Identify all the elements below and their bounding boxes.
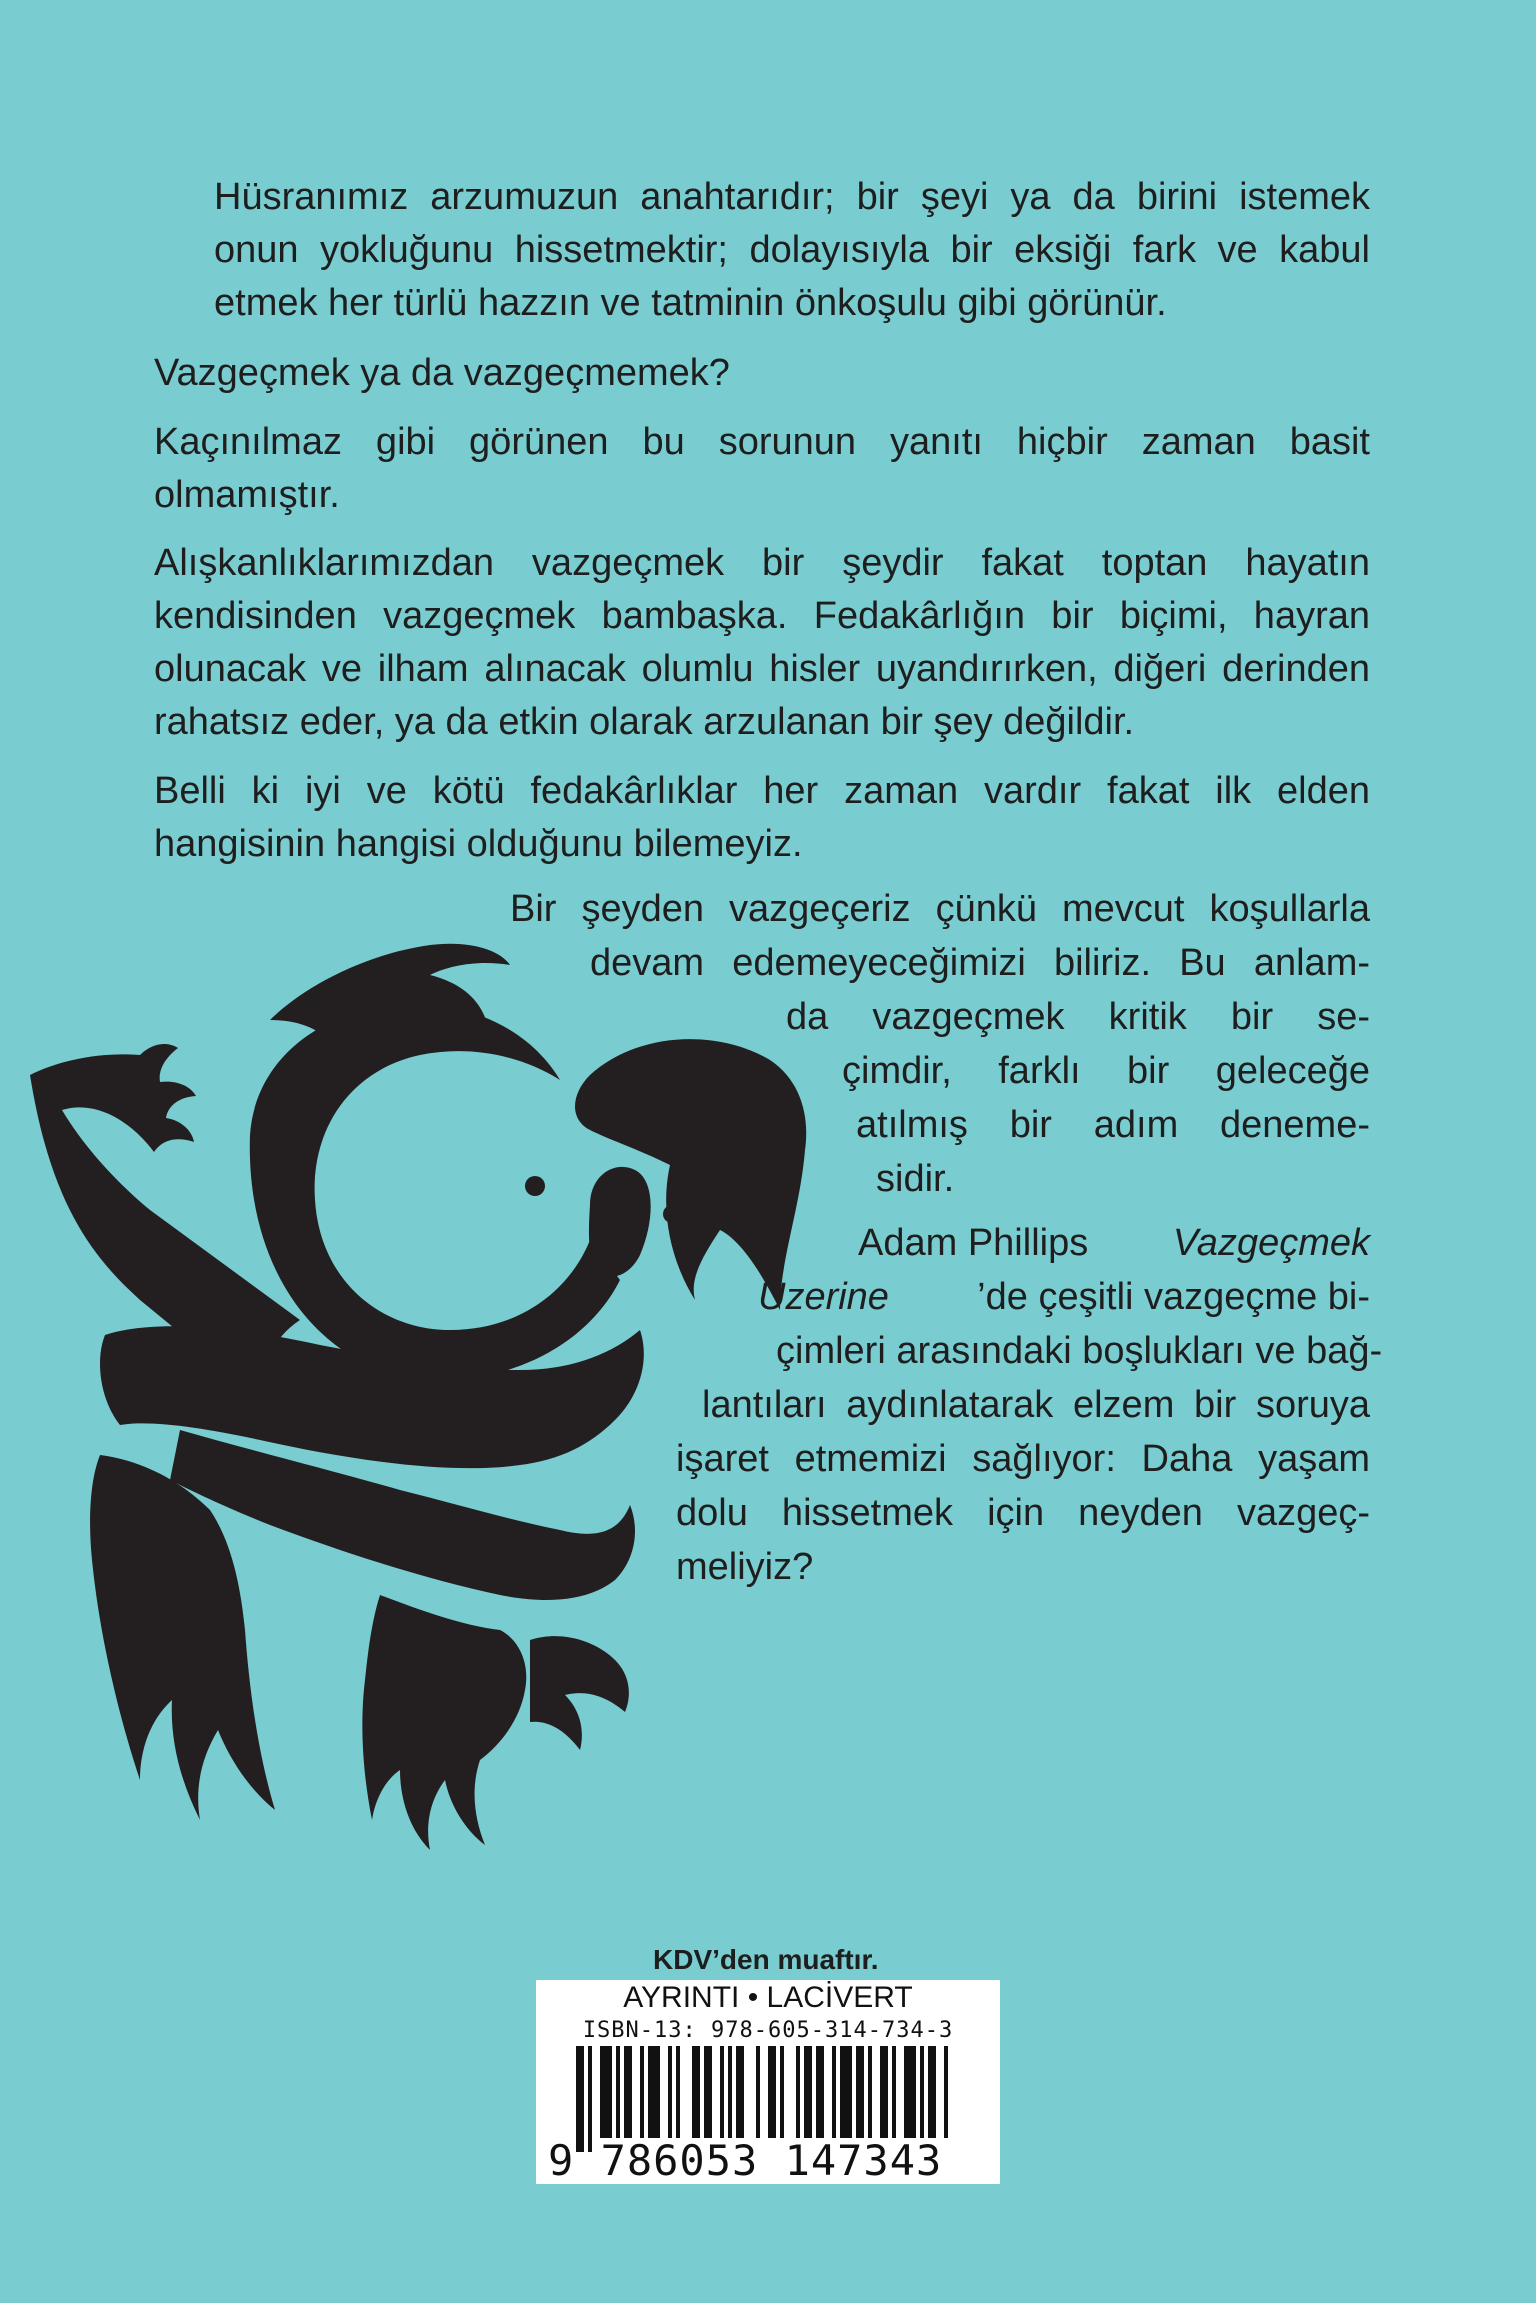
- barcode-bar: [640, 2046, 644, 2138]
- author-name: Adam Phillips: [858, 1222, 1089, 1264]
- barcode-bar: [880, 2046, 888, 2138]
- barcode-bar: [840, 2046, 852, 2138]
- text-line: atılmış bir adım deneme-: [856, 1104, 1370, 1146]
- barcode-bar: [816, 2046, 824, 2138]
- barcode-bar: [856, 2046, 864, 2138]
- barcode-bar: [796, 2046, 800, 2138]
- barcode-bar: [904, 2046, 916, 2138]
- barcode-bar: [692, 2046, 700, 2138]
- book-title: Üzerine: [758, 1276, 889, 1318]
- barcode-bar: [920, 2046, 924, 2138]
- barcode-bar: [768, 2046, 776, 2138]
- barcode-bar: [892, 2046, 896, 2138]
- paragraph-intro: Hüsranımız arzumuzun anahtarıdır; bir şeyi ya da birini istemek onun yokluğunu hissetmektir; dolayısıyla bir eksiği fark ve kabul etmek her türlü hazzın ve tatminin önkoşulu gibi görünür.: [214, 176, 1370, 324]
- tax-exempt-note: KDV’den muaftır.: [653, 1944, 879, 1975]
- text-line: meliyiz?: [676, 1546, 814, 1588]
- book-title: Vazgeçmek: [1172, 1222, 1370, 1264]
- text-line: Bir şeyden vazgeçeriz çünkü mevcut koşullarla: [510, 888, 1370, 930]
- barcode-bar: [648, 2046, 660, 2138]
- barcode-bar: [736, 2046, 744, 2138]
- publisher-series: AYRINTI • LACİVERT: [623, 1981, 913, 2014]
- text-line: sidir.: [876, 1158, 955, 1200]
- barcode-bar: [756, 2046, 760, 2138]
- text-line: işaret etmemizi sağlıyor: Daha yaşam: [676, 1438, 1370, 1480]
- paragraph-sacrifices: Belli ki iyi ve kötü fedakârlıklar her zaman vardır fakat ilk elden hangisinin hangisi olduğunu bilemeyiz.: [154, 770, 1370, 865]
- text-line: dolu hissetmek için neyden vazgeç-: [676, 1492, 1370, 1534]
- text-line: çimdir, farklı bir geleceğe: [842, 1050, 1370, 1092]
- barcode-bar: [624, 2046, 632, 2138]
- paragraph-answer: Kaçınılmaz gibi görünen bu sorunun yanıtı hiçbir zaman basit olmamıştır.: [154, 421, 1370, 516]
- text-line: da vazgeçmek kritik bir se-: [786, 996, 1370, 1038]
- ean-digits: 9 786053 147343: [548, 2136, 943, 2185]
- text-line: devam edemeyeceğimizi biliriz. Bu anlam-: [590, 942, 1370, 984]
- barcode-bar: [780, 2046, 784, 2138]
- paragraph-question: Vazgeçmek ya da vazgeçmemek?: [154, 352, 730, 394]
- barcode-bar: [704, 2046, 712, 2138]
- barcode-bar: [928, 2046, 936, 2138]
- paragraph-habits: Alışkanlıklarımızdan vazgeçmek bir şeydir fakat toptan hayatın kendisinden vazgeçmek bambaşka. Fedakârlığın bir biçimi, hayran olunacak ve ilham alınacak olumlu hisler uyandırırken, diğeri derinden rahatsız eder, ya da etkin olarak arzulanan bir şey değildir.: [154, 542, 1370, 743]
- barcode-bar: [868, 2046, 872, 2138]
- barcode-bar: [804, 2046, 812, 2138]
- barcode-bar: [668, 2046, 672, 2138]
- barcode-bar: [720, 2046, 724, 2138]
- barcode-bar: [616, 2046, 620, 2138]
- text-line: çimleri arasındaki boşlukları ve bağ-: [776, 1330, 1383, 1372]
- barcode-bar: [832, 2046, 836, 2138]
- text-line: lantıları aydınlatarak elzem bir soruya: [702, 1384, 1370, 1426]
- barcode-bar: [676, 2046, 680, 2138]
- barcode-bar: [944, 2046, 948, 2138]
- barcode-panel: [536, 1980, 1000, 2184]
- text-fragment: ’de çeşitli vazgeçme bi-: [977, 1276, 1370, 1318]
- isbn-label: ISBN-13: 978-605-314-734-3: [582, 2018, 954, 2043]
- barcode-bar: [600, 2046, 612, 2138]
- barcode-bar: [728, 2046, 732, 2138]
